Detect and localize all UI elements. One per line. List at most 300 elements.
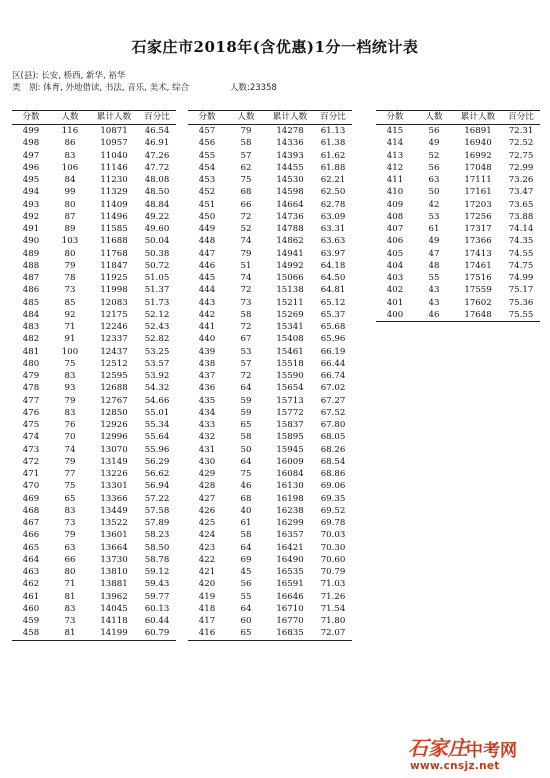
table-cell: 80 [64, 567, 76, 577]
table-cell: 12996 [100, 432, 128, 443]
table-row [12, 419, 176, 431]
table-cell: 84 [64, 175, 76, 185]
table-cell: 412 [386, 162, 404, 173]
table-cell: 64 [240, 542, 252, 553]
table-cell: 11040 [100, 150, 128, 161]
table-cell: 47 [428, 248, 440, 259]
table-cell: 60.79 [144, 628, 170, 639]
table-row [12, 235, 176, 247]
table-cell: 14736 [276, 211, 304, 222]
table-cell: 57.22 [144, 493, 170, 504]
table-cell: 66.44 [320, 358, 346, 369]
table-cell: 51.05 [144, 273, 170, 283]
table-cell: 79 [240, 248, 252, 259]
table-row [188, 309, 352, 321]
table-row [12, 321, 176, 333]
table-cell: 15269 [276, 309, 304, 320]
table-row [188, 444, 352, 456]
table-row [376, 186, 540, 198]
table-cell: 447 [198, 248, 216, 259]
table-cell: 407 [386, 224, 404, 234]
table-cell: 68 [240, 187, 252, 198]
table-cell: 50.72 [144, 260, 170, 271]
table-cell: 58 [240, 138, 252, 149]
table-cell: 12926 [100, 420, 128, 430]
table-cell: 74.75 [508, 260, 534, 271]
table-cell: 408 [386, 211, 404, 222]
table-cell: 99 [64, 187, 76, 198]
table-row [12, 603, 176, 615]
table-cell: 13366 [100, 493, 128, 504]
table-cell: 63.97 [320, 248, 346, 259]
table-cell: 16198 [276, 493, 304, 504]
table-cell: 443 [198, 297, 216, 308]
table-cell: 53.57 [144, 358, 170, 369]
table-cell: 15945 [276, 444, 304, 455]
table-cell: 14336 [276, 138, 304, 149]
table-cell: 71.54 [320, 603, 346, 614]
table-cell: 14862 [276, 236, 304, 247]
table-cell: 74.55 [508, 248, 534, 259]
table-cell: 16992 [464, 150, 492, 161]
table-cell: 63.09 [320, 211, 346, 222]
table-row [376, 162, 540, 174]
table-cell: 83 [64, 505, 76, 516]
table-cell: 13664 [100, 542, 128, 553]
table-header [12, 110, 176, 125]
table-row [12, 370, 176, 382]
table-cell: 436 [198, 383, 216, 394]
table-row [188, 370, 352, 382]
table-cell: 12246 [100, 322, 128, 332]
table-cell: 14455 [276, 162, 304, 173]
table-cell: 472 [22, 456, 40, 467]
table-cell: 56.62 [144, 469, 170, 479]
header-cell: 百分比 [144, 112, 170, 122]
table-cell: 413 [386, 150, 404, 161]
table-cell: 403 [386, 273, 404, 283]
table-cell: 58.50 [144, 542, 170, 553]
table-cell: 418 [198, 603, 216, 614]
table-cell: 83 [64, 407, 76, 418]
table-cell: 17317 [464, 224, 492, 234]
table-cell: 466 [22, 530, 40, 541]
table-cell: 499 [22, 126, 40, 136]
table-row [12, 248, 176, 260]
table-cell: 51.37 [144, 285, 170, 296]
table-row [188, 566, 352, 578]
table-cell: 61.13 [320, 126, 346, 136]
table-row [188, 284, 352, 296]
table-cell: 409 [386, 199, 404, 210]
table-cell: 70.03 [320, 530, 346, 541]
table-cell: 11585 [100, 224, 128, 234]
table-cell: 91 [64, 334, 76, 345]
table-cell: 11688 [100, 236, 128, 247]
table-cell: 65 [240, 628, 252, 639]
table-cell: 55 [428, 273, 440, 283]
table-cell: 83 [64, 371, 76, 381]
table-cell: 432 [198, 432, 216, 443]
table-cell: 445 [198, 273, 216, 283]
table-cell: 16646 [276, 591, 304, 602]
table-cell: 51 [240, 260, 252, 271]
table-row [12, 137, 176, 149]
table-cell: 69.06 [320, 481, 346, 492]
table-row [376, 199, 540, 211]
table-cell: 16940 [464, 138, 492, 149]
table-row [188, 321, 352, 333]
table-row [12, 591, 176, 603]
table-cell: 61.38 [320, 138, 346, 149]
table-row [376, 297, 540, 309]
table-row [376, 137, 540, 149]
table-row [376, 235, 540, 247]
table-cell: 14598 [276, 187, 304, 198]
table-cell: 11146 [100, 162, 128, 173]
table-row [188, 162, 352, 174]
table-cell: 72 [240, 285, 252, 296]
table-cell: 13601 [100, 530, 128, 541]
table-cell: 17111 [464, 175, 492, 185]
table-cell: 81 [64, 628, 76, 639]
table-cell: 428 [198, 481, 216, 492]
table-cell: 55.96 [144, 444, 170, 455]
table-row [12, 346, 176, 358]
table-cell: 64 [240, 383, 252, 394]
table-row [12, 150, 176, 162]
table-cell: 68.05 [320, 432, 346, 443]
table-cell: 12337 [100, 334, 128, 345]
table-row [188, 578, 352, 590]
table-cell: 116 [61, 126, 79, 136]
table-cell: 71.03 [320, 579, 346, 590]
table-row [12, 468, 176, 480]
table-cell: 415 [386, 126, 404, 136]
table-row [188, 431, 352, 443]
table-cell: 419 [198, 591, 216, 602]
table-row [376, 150, 540, 162]
table-cell: 437 [198, 371, 216, 381]
table-row [12, 174, 176, 186]
table-cell: 69.35 [320, 493, 346, 504]
header-cell: 人数 [237, 112, 255, 122]
table-cell: 55.34 [144, 420, 170, 430]
table-cell: 59.43 [144, 579, 170, 590]
table-cell: 484 [22, 309, 40, 320]
table-cell: 70.30 [320, 542, 346, 553]
table-cell: 492 [22, 211, 40, 222]
table-cell: 92 [64, 309, 76, 320]
watermark-logo [408, 732, 548, 776]
table-row [188, 137, 352, 149]
table-cell: 13962 [100, 591, 128, 602]
table-cell: 67.52 [320, 407, 346, 418]
table-cell: 442 [198, 309, 216, 320]
table-cell: 72.75 [508, 150, 534, 161]
table-row [188, 150, 352, 162]
table-row [12, 382, 176, 394]
table-row [188, 358, 352, 370]
table-cell: 72 [240, 211, 252, 222]
table-cell: 13149 [100, 456, 128, 467]
category-line [12, 81, 292, 93]
table-cell: 491 [22, 224, 40, 234]
table-row [12, 125, 176, 137]
table-cell: 49.60 [144, 224, 170, 234]
table-cell: 461 [22, 591, 40, 602]
table-cell: 53.25 [144, 346, 170, 357]
table-row [12, 309, 176, 321]
table-row [12, 333, 176, 345]
table-cell: 47.26 [144, 150, 170, 161]
table-row [12, 578, 176, 590]
table-cell: 15211 [276, 297, 304, 308]
table-cell: 475 [22, 420, 40, 430]
table-cell: 424 [198, 530, 216, 541]
table-cell: 13881 [100, 579, 128, 590]
table-cell: 103 [61, 236, 79, 247]
table-cell: 50 [240, 444, 252, 455]
table-cell: 78 [64, 273, 76, 283]
table-row [12, 395, 176, 407]
table-cell: 61 [428, 224, 440, 234]
table-cell: 73.88 [508, 211, 534, 222]
table-cell: 457 [198, 126, 216, 136]
table-row [12, 627, 176, 640]
table-cell: 17461 [464, 260, 492, 271]
table-row [188, 382, 352, 394]
table-cell: 52.82 [144, 334, 170, 345]
table-cell: 50.04 [144, 236, 170, 247]
table-cell: 14393 [276, 150, 304, 161]
table-cell: 497 [22, 150, 40, 161]
table-cell: 478 [22, 383, 40, 394]
table-cell: 58.23 [144, 530, 170, 541]
table-cell: 493 [22, 199, 40, 210]
table-cell: 13522 [100, 518, 128, 528]
table-cell: 61.88 [320, 162, 346, 173]
table-cell: 62.50 [320, 187, 346, 198]
table-cell: 17256 [464, 211, 492, 222]
header-cell: 分数 [198, 112, 216, 122]
table-row [188, 419, 352, 431]
table-cell: 67.02 [320, 383, 346, 394]
table-cell: 65.68 [320, 322, 346, 332]
table-cell: 15408 [276, 334, 304, 345]
table-cell: 64.18 [320, 260, 346, 271]
table-cell: 70.60 [320, 554, 346, 565]
table-cell: 458 [22, 628, 40, 639]
table-row [12, 566, 176, 578]
table-cell: 488 [22, 260, 40, 271]
table-row [12, 260, 176, 272]
header-cell: 累计人数 [272, 112, 308, 122]
header-cell: 人数 [425, 112, 443, 122]
table-cell: 16357 [276, 530, 304, 541]
table-cell: 63.31 [320, 224, 346, 234]
table-cell: 56.29 [144, 456, 170, 467]
table-row [12, 517, 176, 529]
table-row [12, 529, 176, 541]
table-cell: 17559 [464, 285, 492, 296]
table-cell: 40 [240, 505, 252, 516]
table-cell: 406 [386, 236, 404, 247]
score-table-1 [12, 110, 176, 641]
table-row [12, 542, 176, 554]
table-cell: 429 [198, 469, 216, 479]
table-cell: 65 [240, 420, 252, 430]
table-cell: 51.73 [144, 297, 170, 308]
table-cell: 66 [240, 199, 252, 210]
table-cell: 66.19 [320, 346, 346, 357]
table-cell: 72.52 [508, 138, 534, 149]
table-cell: 12767 [100, 395, 128, 406]
table-cell: 74 [240, 236, 252, 247]
table-cell: 13449 [100, 505, 128, 516]
table-cell: 48.08 [144, 175, 170, 185]
table-cell: 74.99 [508, 273, 534, 283]
table-cell: 15461 [276, 346, 304, 357]
table-cell: 14118 [100, 616, 128, 626]
table-cell: 72.07 [320, 628, 346, 639]
table-cell: 404 [386, 260, 404, 271]
table-row [376, 260, 540, 272]
table-cell: 73.65 [508, 199, 534, 210]
table-cell: 64 [240, 603, 252, 614]
table-cell: 12175 [100, 309, 128, 320]
table-cell: 16299 [276, 518, 304, 528]
table-cell: 13226 [100, 469, 128, 479]
table-cell: 489 [22, 248, 40, 259]
table-row [188, 493, 352, 505]
table-cell: 416 [198, 628, 216, 639]
table-cell: 57.58 [144, 505, 170, 516]
table-row [188, 505, 352, 517]
table-cell: 57.89 [144, 518, 170, 528]
table-cell: 68.54 [320, 456, 346, 467]
table-cell: 15772 [276, 407, 304, 418]
table-cell: 74.14 [508, 224, 534, 234]
table-row [188, 333, 352, 345]
table-cell: 446 [198, 260, 216, 271]
table-cell: 14788 [276, 224, 304, 234]
table-cell: 17366 [464, 236, 492, 247]
header-cell: 分数 [22, 112, 40, 122]
table-cell: 12437 [100, 346, 128, 357]
table-cell: 498 [22, 138, 40, 149]
table-row [188, 297, 352, 309]
category-text: 类 别: 体育, 外地借读, 书法, 音乐, 美术, 综合 [12, 83, 190, 93]
table-cell: 63 [428, 175, 440, 185]
table-row [12, 186, 176, 198]
table-cell: 68.86 [320, 469, 346, 479]
table-cell: 16770 [276, 616, 304, 626]
table-cell: 65.37 [320, 309, 346, 320]
table-cell: 73 [64, 616, 76, 626]
table-row [12, 615, 176, 627]
table-cell: 455 [198, 150, 216, 161]
table-row [188, 468, 352, 480]
table-cell: 49 [428, 236, 440, 247]
table-cell: 11847 [100, 260, 128, 271]
table-cell: 451 [198, 199, 216, 210]
table-cell: 12083 [100, 297, 128, 308]
table-cell: 12850 [100, 407, 128, 418]
table-row [376, 125, 540, 137]
table-cell: 16535 [276, 567, 304, 577]
table-row [12, 431, 176, 443]
watermark-brand: 石家庄 [408, 736, 468, 760]
table-header [188, 110, 352, 125]
table-cell: 421 [198, 567, 216, 577]
watermark-url: www.cnsjz.net [410, 760, 500, 772]
table-cell: 75 [64, 358, 76, 369]
table-row [376, 174, 540, 186]
table-cell: 15895 [276, 432, 304, 443]
table-cell: 444 [198, 285, 216, 296]
table-row [188, 272, 352, 284]
table-cell: 58 [240, 432, 252, 443]
table-cell: 435 [198, 395, 216, 406]
table-cell: 56 [428, 162, 440, 173]
table-cell: 15654 [276, 383, 304, 394]
table-row [376, 211, 540, 223]
table-row [12, 554, 176, 566]
table-cell: 47.72 [144, 162, 170, 173]
table-cell: 15837 [276, 420, 304, 430]
table-cell: 73.47 [508, 187, 534, 198]
table-cell: 68.26 [320, 444, 346, 455]
table-cell: 55 [240, 591, 252, 602]
table-cell: 405 [386, 248, 404, 259]
table-cell: 56 [240, 579, 252, 590]
table-cell: 496 [22, 162, 40, 173]
table-row [188, 529, 352, 541]
table-cell: 420 [198, 579, 216, 590]
table-cell: 46.91 [144, 138, 170, 149]
table-row [188, 395, 352, 407]
table-cell: 69.52 [320, 505, 346, 516]
table-cell: 48.84 [144, 199, 170, 210]
table-cell: 486 [22, 285, 40, 296]
table-row [12, 211, 176, 223]
table-cell: 14045 [100, 603, 128, 614]
table-row [188, 125, 352, 137]
table-cell: 11329 [100, 187, 128, 198]
table-cell: 440 [198, 334, 216, 345]
table-cell: 17602 [464, 297, 492, 308]
table-cell: 69 [240, 554, 252, 565]
table-cell: 431 [198, 444, 216, 455]
table-cell: 54.66 [144, 395, 170, 406]
table-cell: 43 [428, 297, 440, 308]
table-cell: 411 [386, 175, 404, 185]
table-cell: 69.78 [320, 518, 346, 528]
table-cell: 422 [198, 554, 216, 565]
table-cell: 77 [64, 469, 76, 479]
table-cell: 73 [240, 297, 252, 308]
table-cell: 11925 [100, 273, 128, 283]
table-cell: 66.74 [320, 371, 346, 381]
table-cell: 17413 [464, 248, 492, 259]
table-cell: 10871 [100, 126, 128, 136]
table-row [188, 223, 352, 235]
table-cell: 58.78 [144, 554, 170, 565]
table-row [12, 272, 176, 284]
table-cell: 57 [240, 150, 252, 161]
table-row [376, 272, 540, 284]
